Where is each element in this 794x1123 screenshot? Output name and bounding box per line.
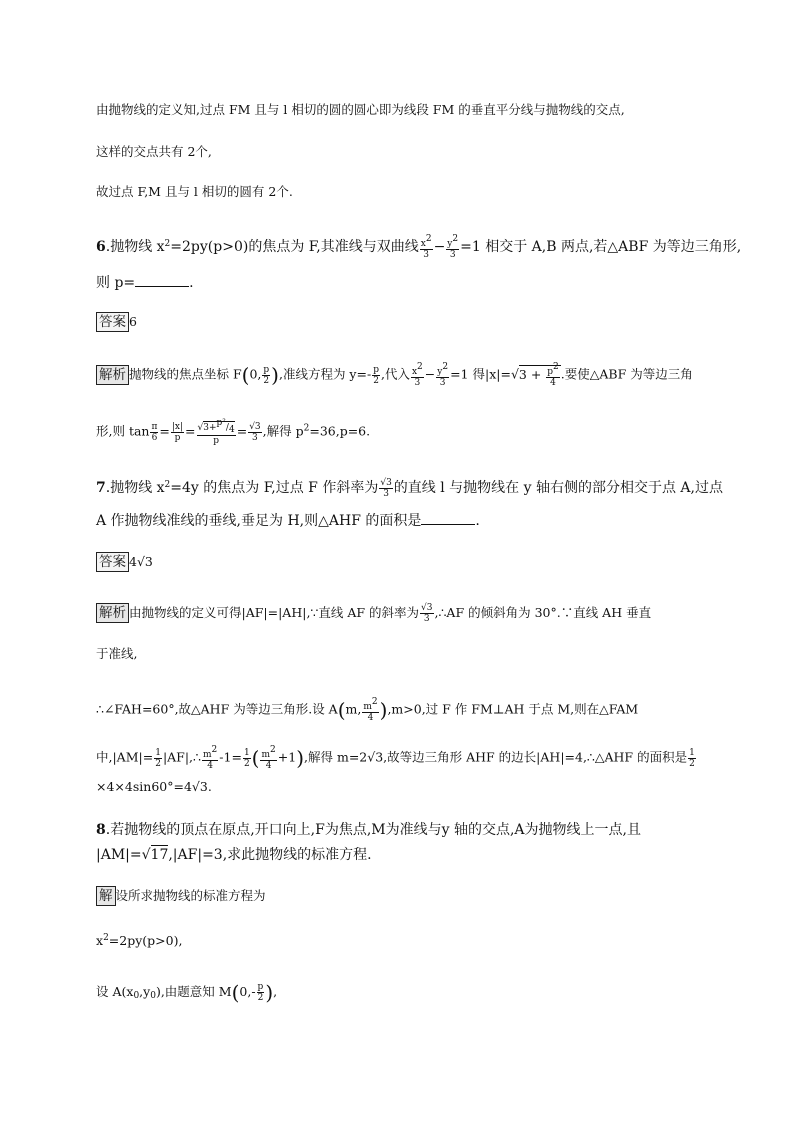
answer-label: 答案 — [96, 312, 129, 332]
text: ),由题意知 M — [155, 984, 232, 999]
jie-row — [96, 886, 266, 906]
text-line: ∴∠FAH=60°,故△AHF 为等边三角形.设 A(m, $\frac{m^2}{4}$ ),m>0,过 F 作 FM⊥AH 于点 M,则在△FAM — [96, 697, 639, 723]
text: 于准线, — [96, 646, 138, 661]
answer-value: 6 — [129, 314, 137, 329]
text-line — [96, 182, 293, 202]
text: A 作抛物线准线的垂线,垂足为 H,则△AHF 的面积是 — [96, 513, 422, 529]
jiexi-row-2: 形,则 tan $\frac{\pi}{6}$ = $\frac{|x|}{p}$ = $\frac{√3+^{p^2}/_4}{p}$ = $\frac{√3}{3}$ ,解得 $p^2=36,p=6$. — [96, 418, 371, 446]
text: ∴∠FAH=60°,故△AHF 为等边三角形.设 A — [96, 701, 338, 717]
question-number: 6 — [96, 239, 106, 255]
text: 这样的交点共有 2个, — [96, 144, 212, 159]
jie-label: 解 — [96, 886, 116, 906]
text: ,准线方程为 y=- — [278, 366, 372, 382]
question-8 — [96, 820, 641, 840]
text: x — [96, 933, 104, 948]
question-6-line2 — [96, 273, 194, 293]
answer-row — [96, 552, 153, 572]
text: =1 相交于 A,B 两点,若△ABF 为等边三角形, — [460, 239, 742, 255]
question-number: 7 — [96, 480, 106, 496]
text-line: 设 $A(x_0,y_0)$,由题意知 M(0,- $\frac{p}{2}$ ), — [96, 980, 278, 1005]
text-line: 中,|AM|= $\frac{1}{2}$ |AF|,∴ $\frac{m^2}{4}$ -1= $\frac{1}{2}$ ( $\frac{m^2}{4}$ +1),解得 m=2√3,故等边三角形 AHF 的边长|AH|=4,∴△AHF 的面积是 $\frac{1}{2}$ — [96, 745, 695, 771]
text: 的直线 l 与抛物线在 y 轴右侧的部分相交于点 A,过点 — [393, 480, 723, 496]
text: |AM|= — [96, 847, 142, 863]
jiexi-label: 解析 — [96, 603, 129, 623]
text: =4y 的焦点为 F,过点 F 作斜率为 — [170, 480, 379, 496]
question-8-line2: |AM|=√17,|AF|=3,求此抛物线的标准方程. — [96, 847, 372, 863]
text: .要使△ABF 为等边三角 — [560, 366, 693, 382]
text: ,解得 p — [262, 423, 304, 439]
text: ,|AF|=3,求此抛物线的标准方程. — [168, 847, 372, 863]
fraction: $\frac{y^2}{3}$ — [447, 234, 459, 260]
text: 由抛物线的定义可得|AF|=|AH|,∵直线 AF 的斜率为 — [129, 605, 420, 620]
text: .抛物线 x — [105, 480, 165, 496]
text: 故过点 F,M 且与 l 相切的圆有 2个. — [96, 184, 293, 199]
text: .抛物线 x — [105, 239, 165, 255]
text: 抛物线的焦点坐标 F — [129, 366, 242, 382]
text: 设 A(x — [96, 984, 134, 999]
text: |AF|,∴ — [162, 749, 201, 765]
answer-row — [96, 312, 137, 332]
question-number: 8 — [96, 822, 106, 838]
text-line — [96, 644, 137, 664]
text: . — [189, 275, 194, 291]
text: ×4×4sin60°=4√3. — [96, 779, 212, 794]
text: -1= — [219, 749, 242, 765]
text: ,∴AF 的倾斜角为 30°.∵直线 AH 垂直 — [434, 605, 652, 620]
answer-value: 4√3 — [129, 554, 153, 569]
text-line — [96, 142, 212, 162]
text: =2py(p>0)的焦点为 F,其准线与双曲线 — [170, 239, 419, 255]
answer-label: 答案 — [96, 552, 129, 572]
jiexi-row: 解析 由抛物线的定义可得|AF|=|AH|,∵直线 AF 的斜率为 $\frac{√3}{3}$ ,∴AF 的倾斜角为 30°.∵直线 AH 垂直 — [96, 603, 651, 624]
question-6: 6.抛物线 $x^2=2py(p>0)$的焦点为 F,其准线与双曲线 $\frac{x^2}{3}$ − $\frac{y^2}{3}$ =1 相交于 A,B 两点,若△ABF 为等边三角形, — [96, 234, 742, 260]
text: ,m>0,过 F 作 FM⊥AH 于点 M,则在△FAM — [387, 701, 639, 717]
text: =2py(p>0), — [108, 933, 183, 948]
answer-blank — [421, 512, 475, 525]
text: .若抛物线的顶点在原点,开口向上,F为焦点,M为准线与y 轴的交点,A为抛物线上一点,且 — [105, 822, 641, 838]
text: 由抛物线的定义知,过点 FM 且与 l 相切的圆的圆心即为线段 FM 的垂直平分线与抛物线的交点, — [96, 102, 625, 117]
jiexi-label: 解析 — [96, 365, 129, 385]
question-7-line2 — [96, 511, 480, 531]
text: ,代入 — [380, 366, 410, 382]
fraction: $\frac{x^2}{3}$ — [420, 234, 432, 260]
text: =36,p=6. — [309, 423, 371, 439]
text: . — [475, 513, 480, 529]
text: 形,则 tan — [96, 423, 150, 439]
text: ,解得 m=2√3,故等边三角形 AHF 的边长|AH|=4,∴△AHF 的面积是 — [304, 749, 688, 765]
jiexi-row: 解析 抛物线的焦点坐标 F(0, $\frac{p}{2}$ ),准线方程为 y=- $\frac{p}{2}$ ,代入 $\frac{x^2}{3}$ − $\frac{y^2}{3}$ =1 得|x|=√3 + $\frac{p^2}{4}$ .要使△ABF 为等边三角 — [96, 362, 693, 388]
text-line — [96, 777, 212, 797]
text-line — [96, 100, 625, 120]
answer-blank — [135, 274, 189, 287]
text: 中,|AM|= — [96, 749, 154, 765]
text: =1 得|x|= — [450, 366, 511, 382]
text: 则 p= — [96, 275, 136, 291]
text-line: $x^2=2py(p>0)$, — [96, 933, 183, 948]
text: ,y — [139, 984, 151, 999]
question-7: 7.抛物线 $x^2=4y$ 的焦点为 F,过点 F 作斜率为 $\frac{√3}{3}$ 的直线 l 与抛物线在 y 轴右侧的部分相交于点 A,过点 — [96, 477, 723, 499]
text: 设所求抛物线的标准方程为 — [115, 888, 266, 903]
